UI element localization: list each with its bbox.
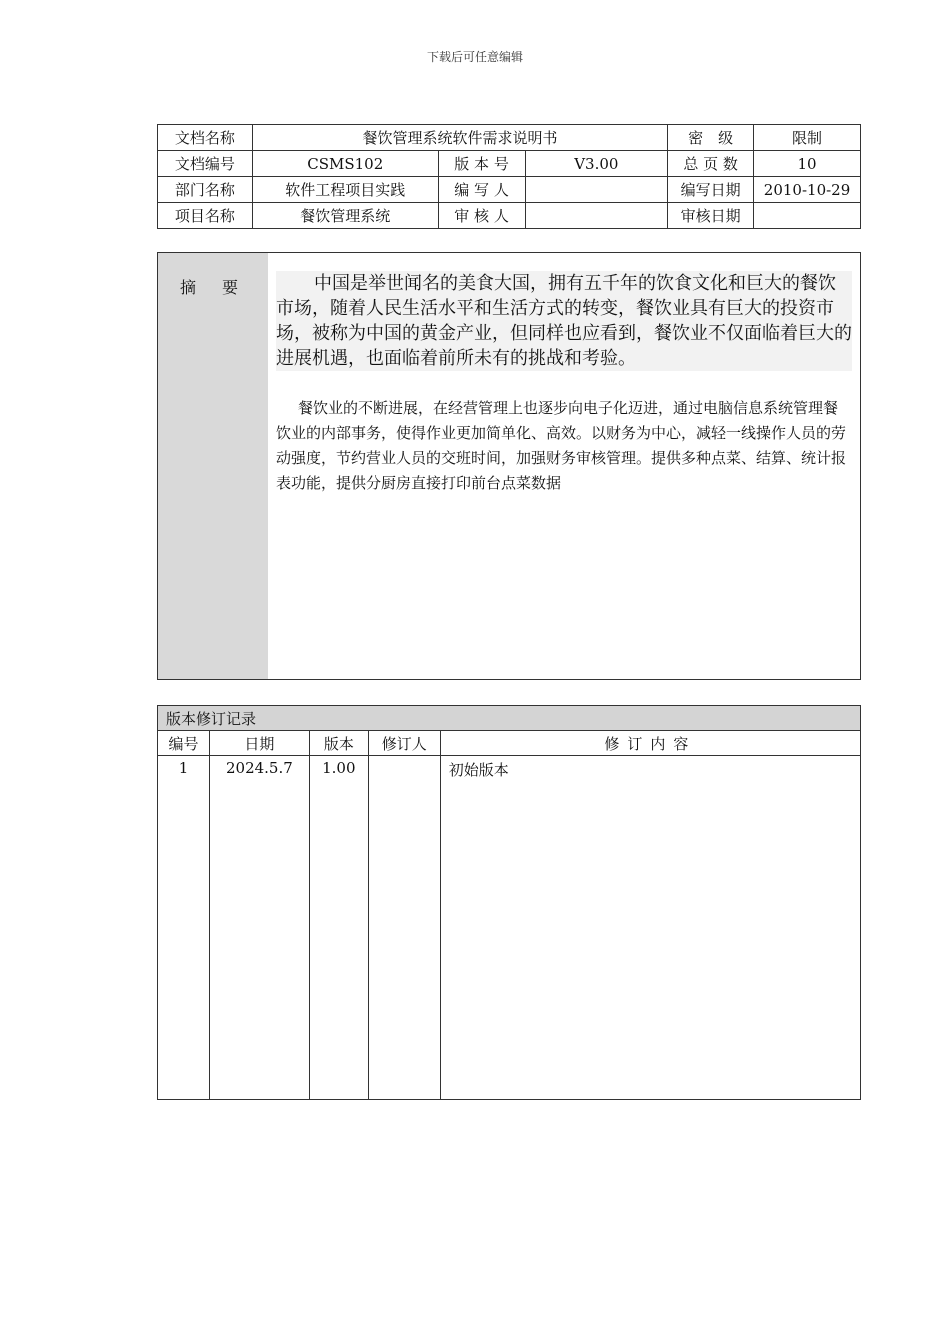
revision-cell-date: 2024.5.7 [209, 756, 309, 1100]
meta-label-doc-number: 文档编号 [158, 151, 253, 177]
summary-label: 摘要 [180, 278, 265, 297]
meta-row-doc-number [158, 151, 861, 177]
meta-value-doc-name: 餐饮管理系统软件需求说明书 [252, 125, 667, 151]
meta-label-doc-name: 文档名称 [158, 125, 253, 151]
meta-label-author: 编 写 人 [438, 177, 525, 203]
header-note: 下载后可任意编辑 [426, 50, 523, 64]
meta-value-version: V3.00 [525, 151, 668, 177]
revision-cell-number: 1 [158, 756, 210, 1100]
meta-label-version: 版 本 号 [438, 151, 525, 177]
revision-cell-reviser [368, 756, 440, 1100]
revision-header-row [158, 731, 861, 756]
document-meta-table [157, 124, 861, 229]
revision-header-number: 编号 [158, 731, 210, 756]
revision-cell-version: 1.00 [309, 756, 368, 1100]
meta-value-department: 软件工程项目实践 [252, 177, 438, 203]
meta-label-department: 部门名称 [158, 177, 253, 203]
revision-table [157, 705, 861, 1100]
summary-box [157, 252, 861, 680]
meta-row-department [158, 177, 861, 203]
meta-label-reviewer: 审 核 人 [438, 203, 525, 229]
revision-header-content: 修订内容 [440, 731, 860, 756]
meta-value-review-date [754, 203, 861, 229]
meta-label-project: 项目名称 [158, 203, 253, 229]
meta-row-project [158, 203, 861, 229]
meta-value-reviewer [525, 203, 668, 229]
meta-row-doc-name [158, 125, 861, 151]
revision-header-date: 日期 [209, 731, 309, 756]
meta-label-secrecy: 密 级 [668, 125, 754, 151]
meta-value-total-pages: 10 [754, 151, 861, 177]
meta-value-write-date: 2010-10-29 [754, 177, 861, 203]
meta-label-total-pages: 总 页 数 [668, 151, 754, 177]
revision-header-reviser: 修订人 [368, 731, 440, 756]
meta-label-write-date: 编写日期 [668, 177, 754, 203]
meta-value-secrecy: 限制 [754, 125, 861, 151]
meta-value-project: 餐饮管理系统 [252, 203, 438, 229]
meta-value-author [525, 177, 668, 203]
summary-paragraph-2: 餐饮业的不断进展，在经营管理上也逐步向电子化迈进，通过电脑信息系统管理餐饮业的内部事务，使得作业更加简单化、高效。以财务为中心，减轻一线操作人员的劳动强度，节约营业人员的交班时间，加强财务审核管理。提供多种点菜、结算、统计报表功能，提供分厨房直接打印前台点菜数据 [276, 399, 847, 492]
revision-header-version: 版本 [309, 731, 368, 756]
meta-value-doc-number: CSMS102 [252, 151, 438, 177]
summary-paragraph-1: 中国是举世闻名的美食大国，拥有五千年的饮食文化和巨大的餐饮市场，随着人民生活水平和生活方式的转变，餐饮业具有巨大的投资市场，被称为中国的黄金产业，但同样也应看到，餐饮业不仅面临着巨大的进展机遇，也面临着前所未有的挑战和考验。 [276, 273, 852, 369]
revision-title: 版本修订记录 [158, 706, 861, 731]
summary-label-column [158, 253, 268, 679]
revision-cell-content: 初始版本 [440, 756, 860, 1100]
table-row [158, 756, 861, 1100]
meta-label-review-date: 审核日期 [668, 203, 754, 229]
revision-title-row [158, 706, 861, 731]
